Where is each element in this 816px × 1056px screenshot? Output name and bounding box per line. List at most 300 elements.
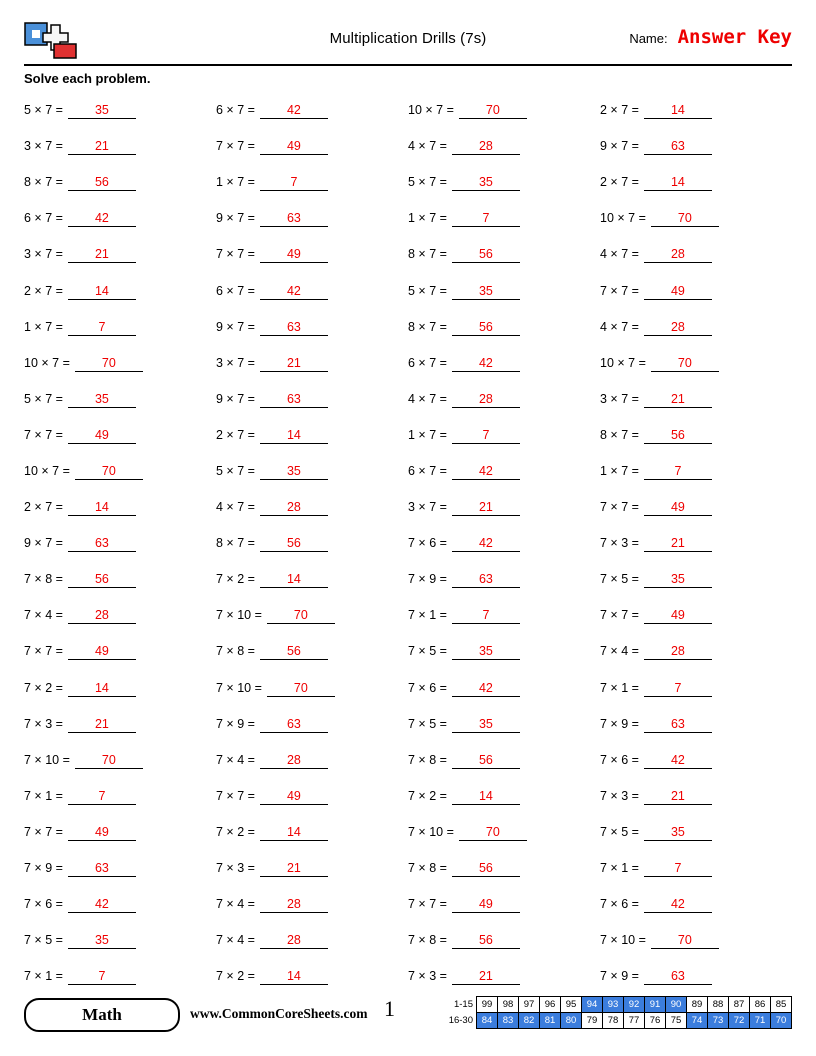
problem-prompt: 7 × 2 = <box>216 572 255 587</box>
problem-item <box>24 489 216 525</box>
answer-blank[interactable]: 42 <box>260 103 328 119</box>
problem-prompt: 2 × 7 = <box>216 427 255 442</box>
answer-blank[interactable]: 21 <box>68 139 136 155</box>
problem-prompt: 7 × 10 = <box>216 608 262 623</box>
problem-prompt: 10 × 7 = <box>600 211 646 226</box>
problem-prompt: 7 × 8 = <box>408 861 447 876</box>
answer-blank[interactable]: 7 <box>644 681 712 697</box>
answer-blank[interactable]: 21 <box>452 969 520 985</box>
answer-blank[interactable]: 56 <box>260 536 328 552</box>
problem-item <box>600 958 792 994</box>
problem-item <box>24 850 216 886</box>
answer-blank[interactable]: 14 <box>260 572 328 588</box>
problem-prompt: 4 × 7 = <box>600 319 639 334</box>
problem-item <box>216 670 408 706</box>
answer-blank[interactable]: 49 <box>644 608 712 624</box>
problem-item <box>216 814 408 850</box>
problem-item <box>216 922 408 958</box>
score-cell: 72 <box>729 1013 750 1029</box>
name-label: Name: <box>629 31 668 46</box>
problem-item <box>600 417 792 453</box>
score-cell: 75 <box>666 1013 687 1029</box>
score-cell: 74 <box>687 1013 708 1029</box>
problem-prompt: 3 × 7 = <box>24 139 63 154</box>
score-cell: 98 <box>498 997 519 1013</box>
problem-item <box>216 164 408 200</box>
answer-blank[interactable]: 70 <box>267 608 335 624</box>
score-table <box>439 996 792 1029</box>
problem-item <box>408 597 600 633</box>
score-cell: 84 <box>477 1013 498 1029</box>
answer-blank[interactable]: 49 <box>260 139 328 155</box>
score-cell: 83 <box>498 1013 519 1029</box>
answer-blank[interactable]: 35 <box>260 464 328 480</box>
instructions-text: Solve each problem. <box>24 71 151 86</box>
problem-item <box>216 489 408 525</box>
score-cell: 91 <box>645 997 666 1013</box>
problem-prompt: 9 × 7 = <box>216 319 255 334</box>
problem-item <box>600 597 792 633</box>
answer-blank[interactable]: 70 <box>75 356 143 372</box>
score-cell: 77 <box>624 1013 645 1029</box>
problem-item <box>24 706 216 742</box>
problem-prompt: 7 × 7 = <box>216 247 255 262</box>
problem-item <box>408 958 600 994</box>
problem-prompt: 4 × 7 = <box>600 247 639 262</box>
score-cell: 93 <box>603 997 624 1013</box>
score-cell: 99 <box>477 997 498 1013</box>
problem-prompt: 7 × 6 = <box>600 897 639 912</box>
answer-blank[interactable]: 42 <box>452 356 520 372</box>
problem-prompt: 7 × 3 = <box>24 716 63 731</box>
answer-blank[interactable]: 56 <box>452 861 520 877</box>
answer-blank[interactable]: 28 <box>260 753 328 769</box>
answer-blank[interactable]: 70 <box>459 825 527 841</box>
score-cell: 87 <box>729 997 750 1013</box>
answer-blank[interactable]: 49 <box>68 825 136 841</box>
problem-item <box>408 200 600 236</box>
problem-item <box>600 742 792 778</box>
answer-blank[interactable]: 21 <box>644 789 712 805</box>
problem-prompt: 7 × 6 = <box>600 752 639 767</box>
problem-prompt: 1 × 7 = <box>216 175 255 190</box>
answer-blank[interactable]: 63 <box>260 717 328 733</box>
answer-blank[interactable]: 7 <box>644 464 712 480</box>
problem-prompt: 7 × 9 = <box>600 969 639 984</box>
problem-item <box>24 453 216 489</box>
problem-prompt: 2 × 7 = <box>24 500 63 515</box>
problem-prompt: 6 × 7 = <box>24 211 63 226</box>
answer-blank[interactable]: 63 <box>260 211 328 227</box>
problem-item <box>24 597 216 633</box>
problem-item <box>216 417 408 453</box>
header-divider <box>24 64 792 66</box>
problem-prompt: 10 × 7 = <box>408 103 454 118</box>
problem-prompt: 7 × 4 = <box>216 897 255 912</box>
answer-blank[interactable]: 35 <box>644 825 712 841</box>
answer-blank[interactable]: 42 <box>644 897 712 913</box>
problem-prompt: 7 × 6 = <box>408 536 447 551</box>
answer-blank[interactable]: 56 <box>452 753 520 769</box>
answer-blank[interactable]: 35 <box>68 933 136 949</box>
problem-item <box>408 92 600 128</box>
answer-blank[interactable]: 42 <box>68 897 136 913</box>
answer-blank[interactable]: 7 <box>68 969 136 985</box>
problem-item <box>216 597 408 633</box>
problem-prompt: 7 × 2 = <box>216 969 255 984</box>
problem-prompt: 7 × 7 = <box>600 500 639 515</box>
problem-item <box>24 670 216 706</box>
answer-blank[interactable]: 28 <box>452 392 520 408</box>
problem-prompt: 7 × 7 = <box>216 139 255 154</box>
problem-item <box>216 525 408 561</box>
problem-prompt: 7 × 1 = <box>600 861 639 876</box>
problem-item <box>408 633 600 669</box>
problem-prompt: 9 × 7 = <box>216 391 255 406</box>
answer-blank[interactable]: 7 <box>260 175 328 191</box>
answer-blank[interactable]: 35 <box>68 392 136 408</box>
answer-blank[interactable]: 35 <box>452 175 520 191</box>
answer-blank[interactable]: 56 <box>68 572 136 588</box>
page-title: Multiplication Drills (7s) <box>329 30 487 47</box>
answer-blank[interactable]: 28 <box>260 500 328 516</box>
problem-item <box>408 561 600 597</box>
name-block <box>629 26 792 48</box>
problem-item <box>408 309 600 345</box>
problem-item <box>408 525 600 561</box>
answer-blank[interactable]: 63 <box>68 861 136 877</box>
problem-prompt: 7 × 8 = <box>24 572 63 587</box>
answer-blank[interactable]: 70 <box>651 211 719 227</box>
problem-item <box>24 958 216 994</box>
problem-item <box>24 345 216 381</box>
answer-blank[interactable]: 63 <box>644 969 712 985</box>
problem-item <box>24 200 216 236</box>
answer-blank[interactable]: 14 <box>452 789 520 805</box>
problem-item <box>408 922 600 958</box>
answer-blank[interactable]: 42 <box>452 681 520 697</box>
answer-blank[interactable]: 28 <box>644 644 712 660</box>
problem-prompt: 7 × 4 = <box>216 752 255 767</box>
answer-blank[interactable]: 49 <box>452 897 520 913</box>
score-row <box>439 1013 792 1029</box>
problem-prompt: 2 × 7 = <box>24 283 63 298</box>
answer-blank[interactable]: 7 <box>452 428 520 444</box>
answer-blank[interactable]: 28 <box>644 247 712 263</box>
problem-prompt: 8 × 7 = <box>408 319 447 334</box>
answer-blank[interactable]: 21 <box>68 717 136 733</box>
score-cell: 70 <box>771 1013 792 1029</box>
answer-blank[interactable]: 42 <box>644 753 712 769</box>
answer-blank[interactable]: 56 <box>452 320 520 336</box>
problem-item <box>600 489 792 525</box>
answer-blank[interactable]: 21 <box>260 356 328 372</box>
problem-prompt: 7 × 4 = <box>216 933 255 948</box>
problem-prompt: 7 × 5 = <box>600 824 639 839</box>
problem-prompt: 2 × 7 = <box>600 175 639 190</box>
problem-item <box>600 922 792 958</box>
score-cell: 79 <box>582 1013 603 1029</box>
answer-blank[interactable]: 14 <box>260 428 328 444</box>
score-cell: 86 <box>750 997 771 1013</box>
answer-blank[interactable]: 49 <box>68 644 136 660</box>
problem-item <box>600 706 792 742</box>
score-cell: 80 <box>561 1013 582 1029</box>
problem-prompt: 1 × 7 = <box>408 211 447 226</box>
answer-blank[interactable]: 35 <box>452 284 520 300</box>
problem-prompt: 5 × 7 = <box>216 463 255 478</box>
problem-item <box>24 525 216 561</box>
problem-item <box>408 814 600 850</box>
answer-blank[interactable]: 70 <box>75 464 143 480</box>
answer-blank[interactable]: 49 <box>260 789 328 805</box>
problem-prompt: 6 × 7 = <box>216 283 255 298</box>
problem-prompt: 7 × 9 = <box>600 716 639 731</box>
problem-item <box>408 742 600 778</box>
problem-item <box>24 381 216 417</box>
answer-blank[interactable]: 7 <box>452 608 520 624</box>
problem-item <box>216 561 408 597</box>
problem-prompt: 7 × 7 = <box>408 897 447 912</box>
problem-item <box>408 489 600 525</box>
score-cell: 95 <box>561 997 582 1013</box>
answer-blank[interactable]: 21 <box>260 861 328 877</box>
problem-prompt: 7 × 10 = <box>408 824 454 839</box>
problem-prompt: 3 × 7 = <box>24 247 63 262</box>
answer-key-label: Answer Key <box>677 26 792 48</box>
answer-blank[interactable]: 63 <box>644 139 712 155</box>
problem-item <box>216 381 408 417</box>
problem-item <box>216 633 408 669</box>
answer-blank[interactable]: 56 <box>452 247 520 263</box>
answer-blank[interactable]: 7 <box>452 211 520 227</box>
problem-prompt: 6 × 7 = <box>216 103 255 118</box>
problem-prompt: 4 × 7 = <box>408 391 447 406</box>
problem-prompt: 7 × 3 = <box>408 969 447 984</box>
answer-blank[interactable]: 28 <box>260 933 328 949</box>
problem-prompt: 7 × 9 = <box>24 861 63 876</box>
problem-prompt: 3 × 7 = <box>216 355 255 370</box>
score-cell: 92 <box>624 997 645 1013</box>
problem-prompt: 7 × 1 = <box>408 608 447 623</box>
answer-blank[interactable]: 42 <box>452 464 520 480</box>
problem-prompt: 7 × 5 = <box>600 572 639 587</box>
problem-item <box>408 417 600 453</box>
problem-prompt: 10 × 7 = <box>24 463 70 478</box>
score-cell: 88 <box>708 997 729 1013</box>
answer-blank[interactable]: 42 <box>452 536 520 552</box>
worksheet-header <box>24 18 792 62</box>
problem-prompt: 7 × 2 = <box>216 824 255 839</box>
answer-blank[interactable]: 35 <box>644 572 712 588</box>
problem-item <box>408 453 600 489</box>
problem-prompt: 1 × 7 = <box>408 427 447 442</box>
score-cell: 76 <box>645 1013 666 1029</box>
problem-prompt: 8 × 7 = <box>24 175 63 190</box>
answer-blank[interactable]: 70 <box>651 356 719 372</box>
problem-prompt: 7 × 2 = <box>24 680 63 695</box>
answer-blank[interactable]: 42 <box>68 211 136 227</box>
answer-blank[interactable]: 42 <box>260 284 328 300</box>
answer-blank[interactable]: 49 <box>644 500 712 516</box>
answer-blank[interactable]: 56 <box>644 428 712 444</box>
answer-blank[interactable]: 35 <box>452 717 520 733</box>
score-cell: 97 <box>519 997 540 1013</box>
problem-item <box>24 742 216 778</box>
problem-item <box>600 272 792 308</box>
problem-prompt: 7 × 8 = <box>408 933 447 948</box>
answer-blank[interactable]: 7 <box>68 789 136 805</box>
answer-blank[interactable]: 21 <box>644 392 712 408</box>
problem-item <box>216 272 408 308</box>
problem-item <box>216 886 408 922</box>
answer-blank[interactable]: 63 <box>68 536 136 552</box>
problem-grid <box>24 92 792 994</box>
problem-item <box>600 850 792 886</box>
problem-prompt: 10 × 7 = <box>600 355 646 370</box>
problem-item <box>408 706 600 742</box>
problem-item <box>216 453 408 489</box>
problem-item <box>216 345 408 381</box>
answer-blank[interactable]: 70 <box>651 933 719 949</box>
problem-item <box>24 417 216 453</box>
answer-blank[interactable]: 28 <box>68 608 136 624</box>
subject-badge: Math <box>24 998 180 1032</box>
answer-blank[interactable]: 63 <box>644 717 712 733</box>
answer-blank[interactable]: 70 <box>459 103 527 119</box>
problem-item <box>24 236 216 272</box>
problem-prompt: 7 × 5 = <box>408 716 447 731</box>
answer-blank[interactable]: 21 <box>452 500 520 516</box>
answer-blank[interactable]: 14 <box>68 681 136 697</box>
problem-item <box>24 309 216 345</box>
answer-blank[interactable]: 35 <box>452 644 520 660</box>
problem-item <box>600 453 792 489</box>
problem-prompt: 1 × 7 = <box>24 319 63 334</box>
answer-blank[interactable]: 14 <box>68 500 136 516</box>
score-row <box>439 997 792 1013</box>
problem-prompt: 7 × 5 = <box>408 644 447 659</box>
answer-blank[interactable]: 28 <box>644 320 712 336</box>
answer-blank[interactable]: 7 <box>644 861 712 877</box>
problem-item <box>408 886 600 922</box>
score-range-label: 1-15 <box>453 999 473 1010</box>
problem-prompt: 7 × 9 = <box>216 716 255 731</box>
answer-blank[interactable]: 21 <box>68 247 136 263</box>
problem-item <box>216 958 408 994</box>
problem-item <box>24 561 216 597</box>
problem-prompt: 7 × 1 = <box>24 969 63 984</box>
problem-prompt: 7 × 1 = <box>24 788 63 803</box>
problem-item <box>408 128 600 164</box>
problem-item <box>600 886 792 922</box>
problem-prompt: 7 × 1 = <box>600 680 639 695</box>
problem-item <box>600 309 792 345</box>
problem-item <box>408 164 600 200</box>
problem-prompt: 7 × 10 = <box>24 752 70 767</box>
answer-blank[interactable]: 14 <box>644 103 712 119</box>
problem-prompt: 7 × 7 = <box>24 824 63 839</box>
problem-item <box>600 381 792 417</box>
answer-blank[interactable]: 14 <box>260 825 328 841</box>
answer-blank[interactable]: 28 <box>260 897 328 913</box>
problem-prompt: 7 × 3 = <box>600 788 639 803</box>
answer-blank[interactable]: 49 <box>260 247 328 263</box>
problem-prompt: 9 × 7 = <box>600 139 639 154</box>
website-text: www.CommonCoreSheets.com <box>190 1006 368 1021</box>
problem-item <box>600 561 792 597</box>
answer-blank[interactable]: 14 <box>260 969 328 985</box>
score-range-label: 16-30 <box>448 1015 473 1026</box>
problem-prompt: 7 × 7 = <box>600 283 639 298</box>
problem-prompt: 3 × 7 = <box>600 391 639 406</box>
score-cell: 73 <box>708 1013 729 1029</box>
problem-item <box>600 670 792 706</box>
problem-item <box>216 850 408 886</box>
answer-blank[interactable]: 21 <box>644 536 712 552</box>
problem-item <box>600 345 792 381</box>
answer-blank[interactable]: 70 <box>267 681 335 697</box>
answer-blank[interactable]: 63 <box>452 572 520 588</box>
problem-item <box>408 381 600 417</box>
problem-item <box>600 633 792 669</box>
problem-item <box>216 742 408 778</box>
page-number: 1 <box>384 996 395 1021</box>
problem-item <box>600 525 792 561</box>
problem-prompt: 7 × 10 = <box>216 680 262 695</box>
problem-item <box>24 778 216 814</box>
answer-blank[interactable]: 14 <box>68 284 136 300</box>
answer-blank[interactable]: 49 <box>68 428 136 444</box>
problem-prompt: 7 × 8 = <box>408 752 447 767</box>
answer-blank[interactable]: 56 <box>452 933 520 949</box>
answer-blank[interactable]: 56 <box>68 175 136 191</box>
problem-prompt: 7 × 8 = <box>216 644 255 659</box>
answer-blank[interactable]: 28 <box>452 139 520 155</box>
problem-prompt: 7 × 4 = <box>600 644 639 659</box>
answer-blank[interactable]: 56 <box>260 644 328 660</box>
problem-prompt: 6 × 7 = <box>408 463 447 478</box>
problem-item <box>408 236 600 272</box>
score-cell: 78 <box>603 1013 624 1029</box>
answer-blank[interactable]: 35 <box>68 103 136 119</box>
problem-item <box>408 345 600 381</box>
score-cell: 81 <box>540 1013 561 1029</box>
score-cell: 94 <box>582 997 603 1013</box>
problem-prompt: 8 × 7 = <box>408 247 447 262</box>
score-cell: 89 <box>687 997 708 1013</box>
answer-blank[interactable]: 7 <box>68 320 136 336</box>
score-cell: 90 <box>666 997 687 1013</box>
answer-blank[interactable]: 14 <box>644 175 712 191</box>
problem-prompt: 7 × 6 = <box>408 680 447 695</box>
problem-item <box>24 164 216 200</box>
problem-prompt: 7 × 10 = <box>600 933 646 948</box>
problem-item <box>600 814 792 850</box>
answer-blank[interactable]: 70 <box>75 753 143 769</box>
problem-item <box>24 128 216 164</box>
score-cell: 85 <box>771 997 792 1013</box>
problem-item <box>600 200 792 236</box>
answer-blank[interactable]: 63 <box>260 320 328 336</box>
problem-prompt: 5 × 7 = <box>408 175 447 190</box>
problem-prompt: 7 × 2 = <box>408 788 447 803</box>
problem-item <box>600 164 792 200</box>
problem-prompt: 4 × 7 = <box>216 500 255 515</box>
answer-blank[interactable]: 63 <box>260 392 328 408</box>
answer-blank[interactable]: 49 <box>644 284 712 300</box>
problem-prompt: 1 × 7 = <box>600 463 639 478</box>
